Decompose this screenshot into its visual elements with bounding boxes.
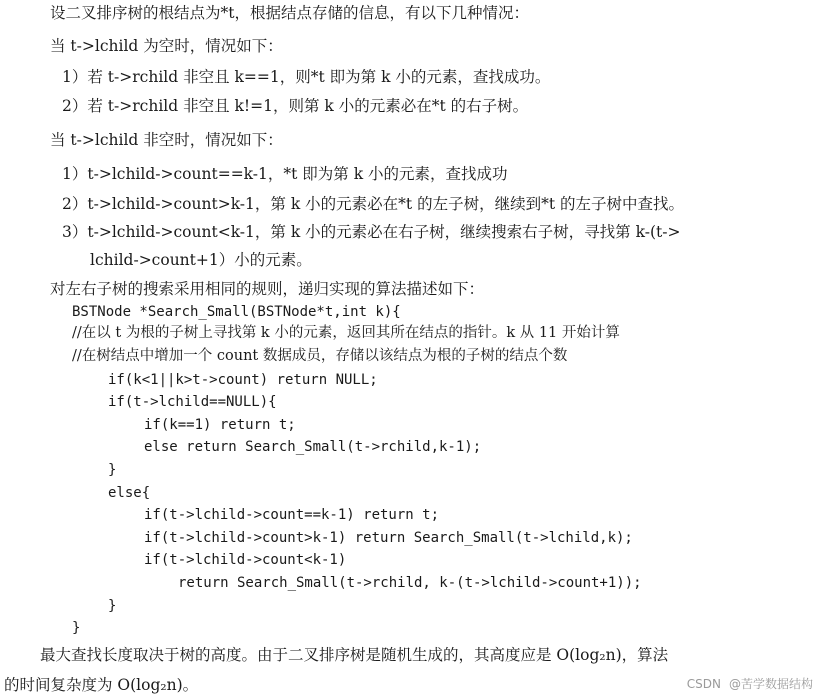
code-line: BSTNode *Search_Small(BSTNode*t,int k){: [72, 304, 401, 320]
intro-line: 设二叉排序树的根结点为*t，根据结点存储的信息，有以下几种情况：: [50, 4, 529, 22]
code-comment: //在树结点中增加一个 count 数据成员，存储以该结点为根的子树的结点个数: [72, 348, 568, 364]
code-line: }: [108, 462, 117, 478]
code-line: return Search_Small(t->rchild, k-(t->lchild->count+1));: [178, 575, 642, 591]
case-item: 1）若 t->rchild 非空且 k==1，则*t 即为第 k 小的元素，查找成功。: [62, 68, 551, 86]
code-line: if(t->lchild->count==k-1) return t;: [144, 507, 440, 523]
case-heading-empty: 当 t->lchild 为空时，情况如下：: [50, 37, 283, 55]
case-item: 2）若 t->rchild 非空且 k!=1，则第 k 小的元素必在*t 的右子树。: [62, 97, 529, 115]
code-line: }: [108, 598, 117, 614]
conclusion-line: 的时间复杂度为 O(log₂n)。: [4, 676, 199, 694]
code-line: }: [72, 620, 81, 636]
watermark-source: CSDN: [686, 677, 721, 691]
conclusion-line: 最大查找长度取决于树的高度。由于二叉排序树是随机生成的，其高度应是 O(log₂n)，算法: [40, 646, 669, 664]
code-line: else return Search_Small(t->rchild,k-1);: [144, 439, 482, 455]
case-item: 3）t->lchild->count<k-1，第 k 小的元素必在右子树，继续搜索右子树，寻找第 k-(t->: [62, 223, 681, 241]
code-line: if(t->lchild->count>k-1) return Search_Small(t->lchild,k);: [144, 530, 633, 546]
code-line: if(k==1) return t;: [144, 417, 296, 433]
code-line: if(t->lchild->count<k-1): [144, 552, 347, 568]
case-heading-nonempty: 当 t->lchild 非空时，情况如下：: [50, 131, 283, 149]
case-item-continuation: lchild->count+1）小的元素。: [90, 251, 312, 269]
code-line: if(t->lchild==NULL){: [108, 394, 277, 410]
case-item: 2）t->lchild->count>k-1，第 k 小的元素必在*t 的左子树，继续到*t 的左子树中查找。: [62, 195, 684, 213]
code-line: else{: [108, 485, 151, 501]
case-item: 1）t->lchild->count==k-1，*t 即为第 k 小的元素，查找成功: [62, 165, 508, 183]
algorithm-intro: 对左右子树的搜索采用相同的规则，递归实现的算法描述如下：: [50, 280, 485, 298]
watermark-author: @苦学数据结构: [728, 677, 813, 691]
watermark: [687, 675, 821, 692]
code-comment: //在以 t 为根的子树上寻找第 k 小的元素，返回其所在结点的指针。k 从 11 开始计算: [72, 325, 620, 341]
code-line: if(k<1||k>t->count) return NULL;: [108, 372, 378, 388]
